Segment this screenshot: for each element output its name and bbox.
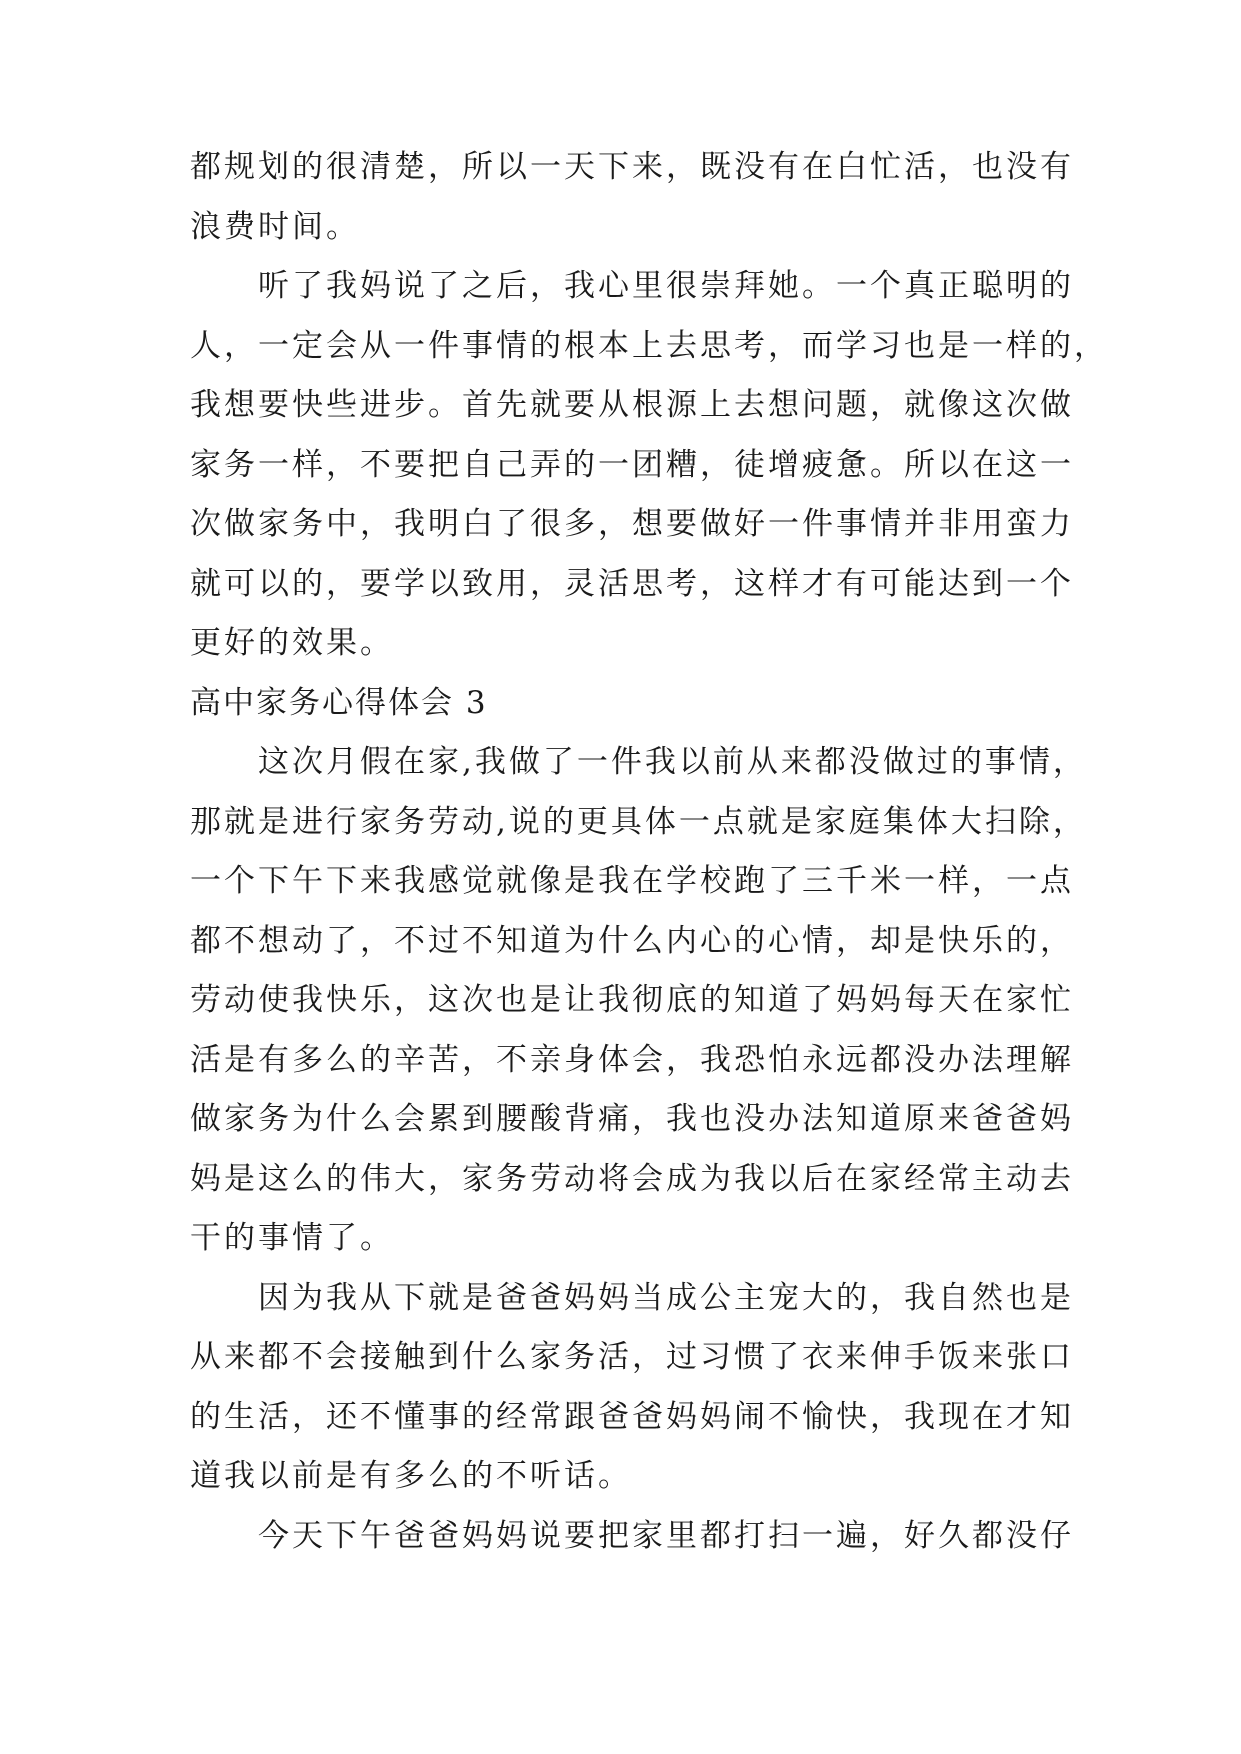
text-line: 妈是这么的伟大，家务劳动将会成为我以后在家经常主动去 (190, 1160, 1074, 1197)
text-line: 我想要快些进步。首先就要从根源上去想问题，就像这次做 (190, 387, 1074, 423)
document-body (190, 138, 1108, 1566)
text-line: 家务一样，不要把自己弄的一团糟，徒增疲惫。所以在这一 (190, 446, 1074, 483)
text-line: 都不想动了，不过不知道为什么内心的心情，却是快乐的， (190, 922, 1074, 959)
text-line: 活是有多么的辛苦，不亲身体会，我恐怕永远都没办法理解 (190, 1041, 1074, 1078)
text-line: 这次月假在家,我做了一件我以前从来都没做过的事情， (258, 744, 1087, 780)
text-line: 一个下午下来我感觉就像是我在学校跑了三千米一样，一点 (190, 863, 1074, 899)
text-line: 人，一定会从一件事情的根本上去思考，而学习也是一样的， (190, 327, 1108, 364)
text-line: 次做家务中，我明白了很多，想要做好一件事情并非用蛮力 (190, 506, 1074, 542)
text-line: 因为我从下就是爸爸妈妈当成公主宠大的，我自然也是 (258, 1279, 1074, 1316)
section-heading: 高中家务心得体会 3 (190, 684, 488, 721)
text-line: 那就是进行家务劳动,说的更具体一点就是家庭集体大扫除， (190, 803, 1087, 840)
text-line: 干的事情了。 (190, 1220, 394, 1256)
text-line: 做家务为什么会累到腰酸背痛，我也没办法知道原来爸爸妈 (190, 1101, 1074, 1137)
text-line: 浪费时间。 (190, 208, 360, 245)
text-line: 从来都不会接触到什么家务活，过习惯了衣来伸手饭来张口 (190, 1339, 1074, 1375)
text-line: 道我以前是有多么的不听话。 (190, 1458, 632, 1494)
text-line: 劳动使我快乐，这次也是让我彻底的知道了妈妈每天在家忙 (190, 982, 1074, 1018)
text-line: 都规划的很清楚，所以一天下来，既没有在白忙活，也没有 (190, 149, 1074, 185)
text-line: 的生活，还不懂事的经常跟爸爸妈妈闹不愉快，我现在才知 (190, 1398, 1074, 1435)
text-line: 今天下午爸爸妈妈说要把家里都打扫一遍，好久都没仔 (258, 1517, 1074, 1554)
text-line: 听了我妈说了之后，我心里很崇拜她。一个真正聪明的 (258, 268, 1074, 304)
text-line: 就可以的，要学以致用，灵活思考，这样才有可能达到一个 (190, 565, 1074, 602)
text-line: 更好的效果。 (190, 625, 394, 661)
